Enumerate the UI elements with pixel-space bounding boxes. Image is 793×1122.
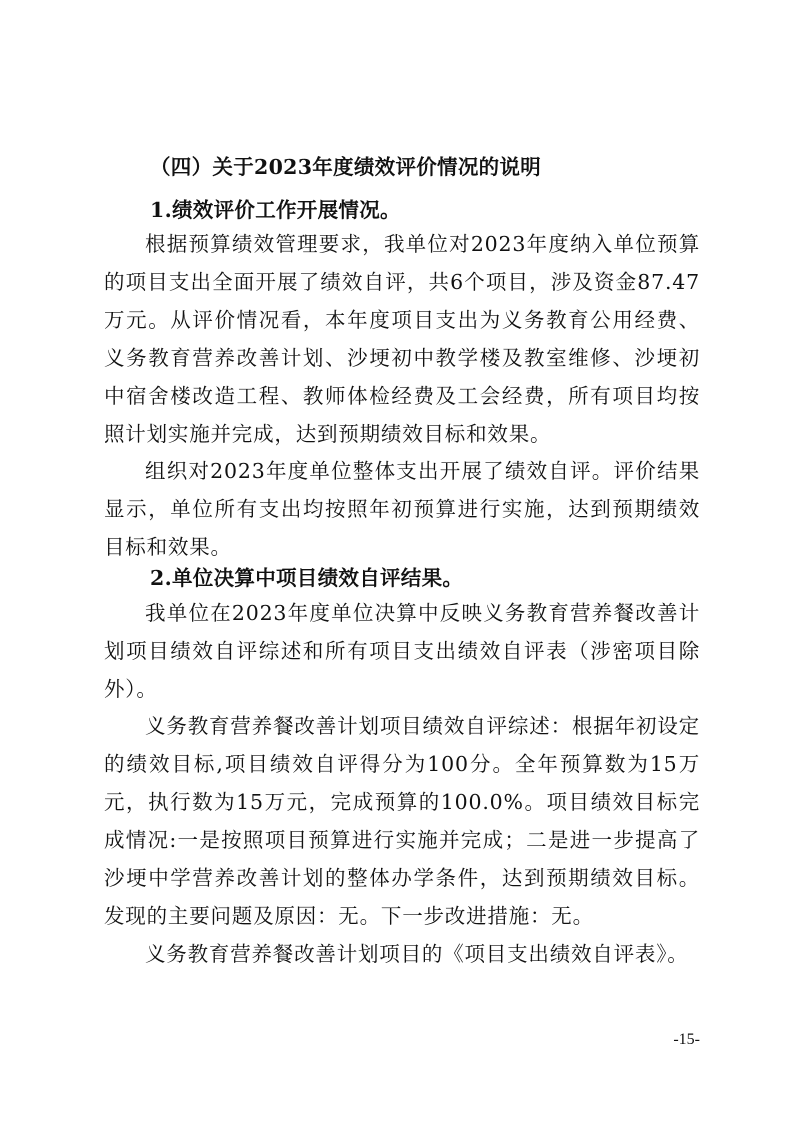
- paragraph-3: 我单位在2023年度单位决算中反映义务教育营养餐改善计划项目绩效自评综述和所有项目支出绩效自评表（涉密项目除外）。: [104, 601, 700, 701]
- section-heading: （四）关于2023年度绩效评价情况的说明: [150, 155, 542, 179]
- page-number: -15-: [673, 1031, 700, 1048]
- subsection-heading-2: 2.单位决算中项目绩效自评结果。: [150, 566, 464, 590]
- paragraph-2: 组织对2023年度单位整体支出开展了绩效自评。评价结果显示，单位所有支出均按照年初预算进行实施，达到预期绩效目标和效果。: [104, 459, 700, 559]
- paragraph-5: 义务教育营养餐改善计划项目的《项目支出绩效自评表》。: [145, 942, 689, 966]
- paragraph-4: 义务教育营养餐改善计划项目绩效自评综述：根据年初设定的绩效目标,项目绩效自评得分为100分。全年预算数为15万元，执行数为15万元，完成预算的100.0%。项目绩效目标完成情况:一是按照项目预算进行实施并完成；二是进一步提高了沙埂中学营养改善计划的整体办学条件，达到预期绩效目标。发现的主要问题及原因：无。下一步改进措施：无。: [104, 714, 700, 928]
- subsection-heading-1: 1.绩效评价工作开展情况。: [150, 198, 401, 222]
- paragraph-1: 根据预算绩效管理要求，我单位对2023年度纳入单位预算的项目支出全面开展了绩效自评，共6个项目，涉及资金87.47万元。从评价情况看，本年度项目支出为义务教育公用经费、义务教育营养改善计划、沙埂初中教学楼及教室维修、沙埂初中宿舍楼改造工程、教师体检经费及工会经费，所有项目均按照计划实施并完成，达到预期绩效目标和效果。: [104, 232, 700, 446]
